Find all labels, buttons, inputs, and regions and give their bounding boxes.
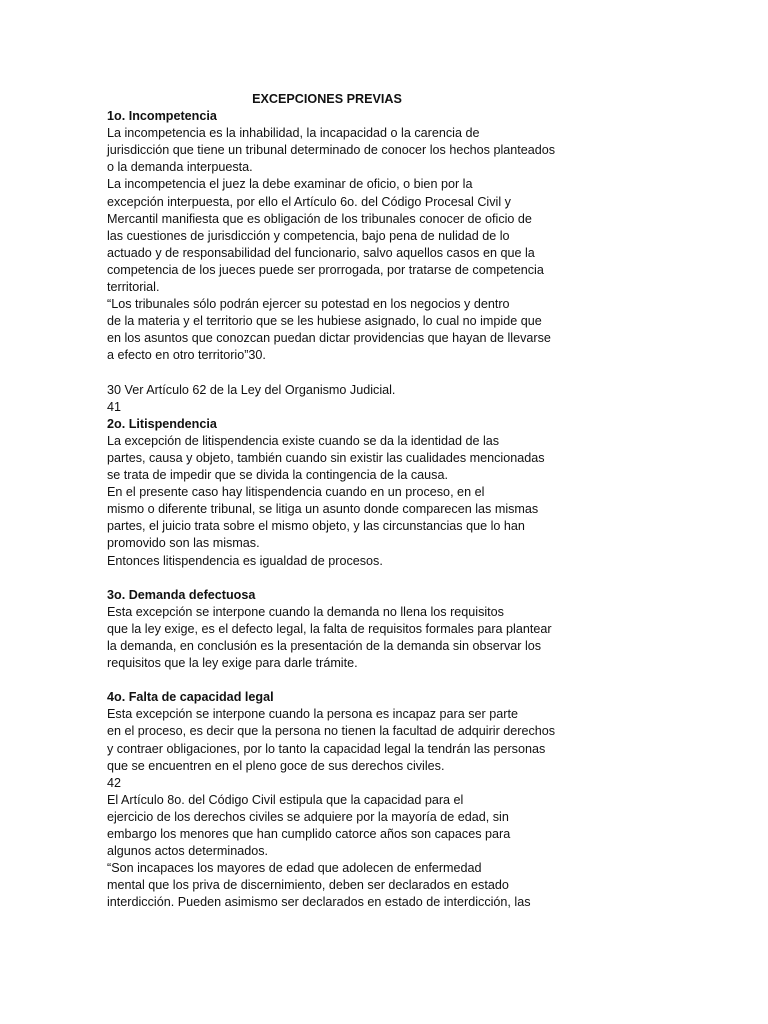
text-line: en el proceso, es decir que la persona no tienen la facultad de adquirir derechos	[107, 724, 556, 739]
section-heading: 2o. Litispendencia	[107, 416, 217, 431]
text-line: jurisdicción que tiene un tribunal determinado de conocer los hechos planteados	[107, 143, 556, 158]
section-paragraph	[107, 604, 577, 672]
text-line: excepción interpuesta, por ello el Artículo 6o. del Código Procesal Civil y	[107, 194, 511, 209]
text-line: La incompetencia es la inhabilidad, la incapacidad o la carencia de	[107, 126, 480, 141]
section-paragraph	[107, 706, 577, 774]
text-line: Esta excepción se interpone cuando la demanda no llena los requisitos	[107, 604, 504, 619]
page-number: 41	[107, 399, 122, 414]
text-line: Entonces litispendencia es igualdad de procesos.	[107, 553, 383, 568]
text-line: de la materia y el territorio que se les hubiese asignado, lo cual no impide que	[107, 314, 542, 329]
text-line: mismo o diferente tribunal, se litiga un asunto donde comparecen las mismas	[107, 502, 539, 517]
text-line: a efecto en otro territorio”30.	[107, 348, 266, 363]
document-body	[107, 91, 577, 912]
spacer	[107, 365, 577, 382]
page-number: 42	[107, 775, 122, 790]
section-heading: 3o. Demanda defectuosa	[107, 587, 256, 602]
text-line: competencia de los jueces puede ser prorrogada, por tratarse de competencia	[107, 262, 544, 277]
text-line: actuado y de responsabilidad del funcionario, salvo aquellos casos en que la	[107, 245, 535, 260]
text-line: En el presente caso hay litispendencia cuando en un proceso, en el	[107, 485, 485, 500]
section-heading: 4o. Falta de capacidad legal	[107, 690, 274, 705]
text-line: El Artículo 8o. del Código Civil estipula que la capacidad para el	[107, 792, 464, 807]
text-line: mental que los priva de discernimiento, deben ser declarados en estado	[107, 878, 509, 893]
text-line: las cuestiones de jurisdicción y competencia, bajo pena de nulidad de lo	[107, 228, 510, 243]
text-line: que la ley exige, es el defecto legal, la falta de requisitos formales para plantear	[107, 621, 552, 636]
text-line: La excepción de litispendencia existe cuando se da la identidad de las	[107, 433, 500, 448]
text-line: La incompetencia el juez la debe examinar de oficio, o bien por la	[107, 177, 473, 192]
text-line: “Los tribunales sólo podrán ejercer su potestad en los negocios y dentro	[107, 297, 510, 312]
document-title: EXCEPCIONES PREVIAS	[252, 92, 402, 106]
text-line: Esta excepción se interpone cuando la persona es incapaz para ser parte	[107, 707, 518, 722]
text-line: partes, el juicio trata sobre el mismo objeto, y las circunstancias que lo han	[107, 519, 525, 534]
section-paragraph	[107, 792, 577, 912]
section-paragraph	[107, 125, 577, 364]
text-line: o la demanda interpuesta.	[107, 160, 253, 175]
text-line: en los asuntos que conozcan puedan dictar providencias que hayan de llevarse	[107, 331, 551, 346]
text-line: que se encuentren en el pleno goce de sus derechos civiles.	[107, 758, 445, 773]
text-line: “Son incapaces los mayores de edad que adolecen de enfermedad	[107, 861, 482, 876]
text-line: y contraer obligaciones, por lo tanto la capacidad legal la tendrán las personas	[107, 741, 546, 756]
spacer	[107, 570, 577, 587]
text-line: interdicción. Pueden asimismo ser declarados en estado de interdicción, las	[107, 895, 531, 910]
spacer	[107, 672, 577, 689]
text-line: algunos actos determinados.	[107, 844, 269, 859]
text-line: Mercantil manifiesta que es obligación de los tribunales conocer de oficio de	[107, 211, 532, 226]
section-heading: 1o. Incompetencia	[107, 109, 217, 124]
text-line: embargo los menores que han cumplido catorce años son capaces para	[107, 827, 511, 842]
text-line: requisitos que la ley exige para darle trámite.	[107, 656, 358, 671]
text-line: partes, causa y objeto, también cuando sin existir las cualidades mencionadas	[107, 450, 545, 465]
text-line: promovido son las mismas.	[107, 536, 260, 551]
section-paragraph	[107, 433, 577, 570]
text-line: la demanda, en conclusión es la presentación de la demanda sin observar los	[107, 639, 542, 653]
text-line: se trata de impedir que se divida la contingencia de la causa.	[107, 468, 448, 483]
text-line: ejercicio de los derechos civiles se adquiere por la mayoría de edad, sin	[107, 809, 509, 824]
footnote: 30 Ver Artículo 62 de la Ley del Organismo Judicial.	[107, 382, 396, 397]
text-line: territorial.	[107, 280, 160, 295]
